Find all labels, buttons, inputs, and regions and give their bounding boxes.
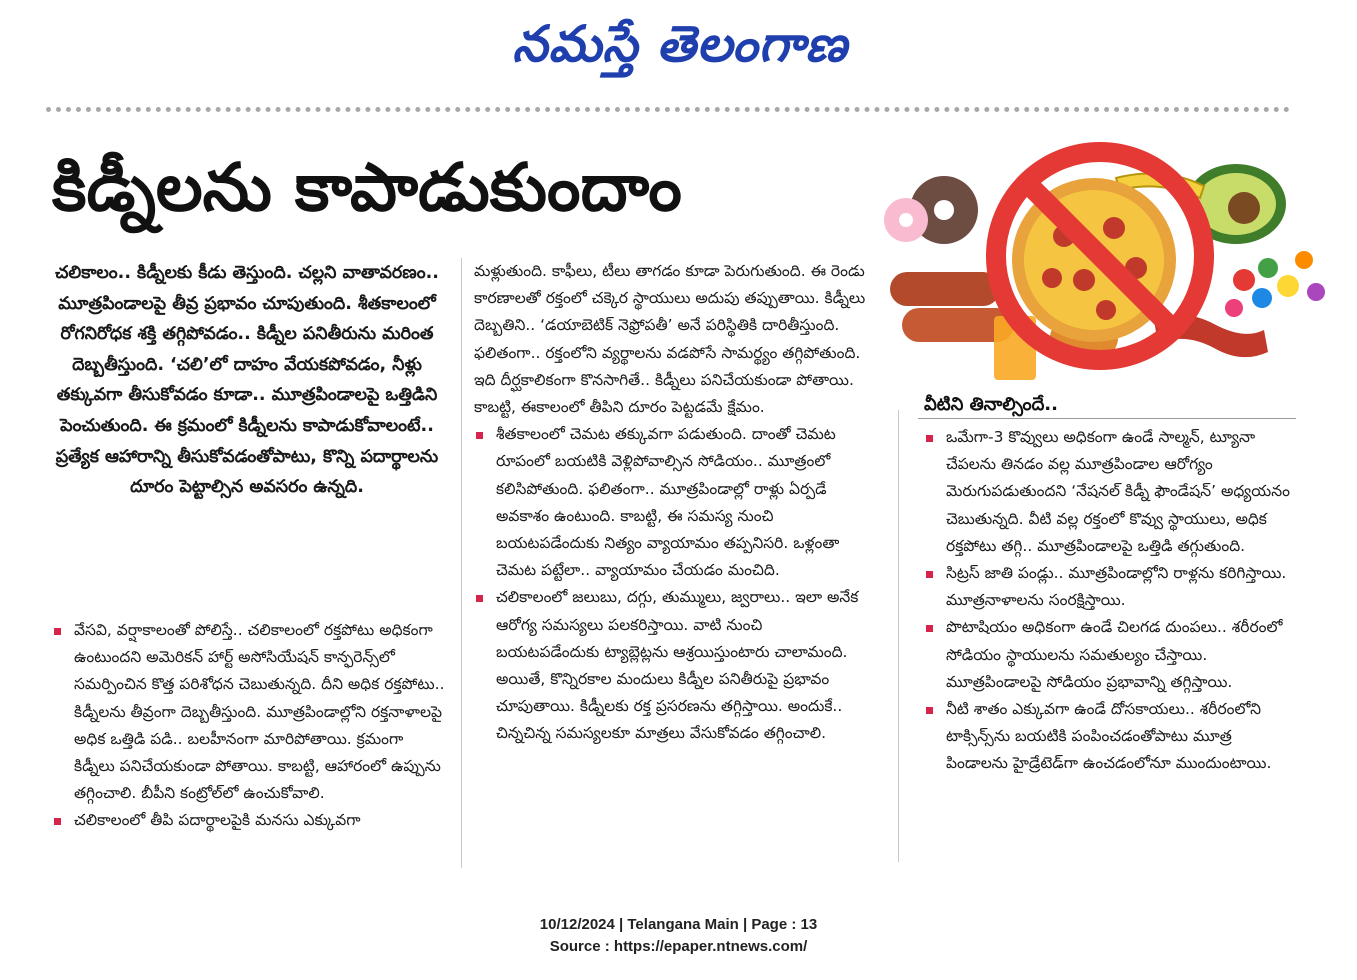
junk-food-prohibited-illustration	[884, 140, 1334, 388]
list-item: నీటి శాతం ఎక్కువగా ఉండే దోసకాయలు.. శరీరంలోని టాక్సిన్స్‌ను బయటికి పంపించడంతోపాటు మూత్ర పిండాలను హైడ్రేటెడ్‌గా ఉంచడంలోనూ ముందుంటాయి.	[924, 696, 1296, 778]
source-link[interactable]: Source : https://epaper.ntnews.com/	[549, 938, 808, 955]
list-item: శీతకాలంలో చెమట తక్కువగా పడుతుంది. దాంతో చెమట రూపంలో బయటికి వెళ్లిపోవాల్సిన సోడియం.. మూత్రంలో కలిసిపోతుంది. ఫలితంగా.. మూత్రపిండాల్లో రాళ్లు ఏర్పడే అవకాశం ఉంటుంది. కాబట్టి, ఈ సమస్య నుంచి బయటపడేందుకు నిత్యం వ్యాయామం తప్పనిసరి. ఒళ్లంతా చెమట పట్టేలా.. వ్యాయామం చేయడం మంచిది.	[474, 421, 869, 584]
list-item: ఒమేగా-3 కొవ్వులు అధికంగా ఉండే సాల్మన్, ట్యూనా చేపలను తినడం వల్ల మూత్రపిండాల ఆరోగ్యం మెరుగుపడుతుందని ‘నేషనల్ కిడ్నీ ఫౌండేషన్’ అధ్యయనం చెబుతున్నది. వీటి వల్ల రక్తంలో కొవ్వు స్థాయులు, అధిక రక్తపోటు తగ్గి.. మూత్రపిండాలపై ఒత్తిడి తగ్గుతుంది.	[924, 424, 1296, 560]
edition-info: 10/12/2024 | Telangana Main | Page : 13	[539, 916, 818, 933]
intro-paragraph: చలికాలం.. కిడ్నీలకు కీడు తెస్తుంది. చల్లని వాతావరణం.. మూత్రపిండాలపై తీవ్ర ప్రభావం చూపుతుంది. శీతకాలంలో రోగనిరోధక శక్తి తగ్గిపోవడం.. కిడ్నీల పనితీరును మరింత దెబ్బతీస్తుంది. ‘చలి’లో దాహం వేయకపోవడం, నీళ్లు తక్కువగా తీసుకోవడం కూడా.. మూత్రపిండాలపై ఒత్తిడిని పెంచుతుంది. ఈ క్రమంలో కిడ్నీలను కాపాడుకోవాలంటే.. ప్రత్యేక ఆహారాన్ని తీసుకోవడంతోపాటు, కొన్ని పదార్థాలను దూరం పెట్టాల్సిన అవసరం ఉన్నది.	[55, 263, 439, 498]
headline: కిడ్నీలను కాపాడుకుందాం	[52, 149, 682, 226]
sidebar-heading: వీటిని తినాల్సిందే..	[924, 394, 1058, 415]
column-2	[474, 258, 869, 748]
page-footer	[0, 914, 1357, 958]
list-item: పొటాషియం అధికంగా ఉండే చిలగడ దుంపలు.. శరీరంలో సోడియం స్థాయులను సమతుల్యం చేస్తాయి. మూత్రపిండాలపై సోడియం ప్రభావాన్ని తగ్గిస్తాయి.	[924, 614, 1296, 696]
column-rule	[898, 410, 899, 862]
list-item: చలికాలంలో జలుబు, దగ్గు, తుమ్ములు, జ్వరాలు.. ఇలా అనేక ఆరోగ్య సమస్యలు పలకరిస్తాయి. వాటి నుంచి బయటపడేందుకు ట్యాబ్లెట్లను ఆశ్రయిస్తుంటారు చాలామంది. అయితే, కొన్నిరకాల మందులు కిడ్నీల పనితీరుపై ప్రభావం చూపుతాయి. కిడ్నీలకు రక్త ప్రసరణను తగ్గిస్తాయి. అందుకే.. చిన్నచిన్న సమస్యలకూ మాత్రలు వేసుకోవడం తగ్గించాలి.	[474, 584, 869, 747]
dotted-divider	[46, 107, 1290, 112]
column-1-points	[52, 617, 447, 835]
list-item: చలికాలంలో తీపి పదార్థాలపైకి మనసు ఎక్కువగా	[52, 807, 447, 834]
continued-paragraph: మళ్లుతుంది. కాఫీలు, టీలు తాగడం కూడా పెరుగుతుంది. ఈ రెండు కారణాలతో రక్తంలో చక్కెర స్థాయులు అదుపు తప్పుతాయి. కిడ్నీలు దెబ్బతిని.. ‘డయాబెటిక్ నెఫ్రోపతీ’ అనే పరిస్థితికి దారితీస్తుంది. ఫలితంగా.. రక్తంలోని వ్యర్థాలను వడపోసే సామర్థ్యం తగ్గిపోతుంది. ఇది దీర్ఘకాలికంగా కొనసాగితే.. కిడ్నీలు పనిచేయకుండా పోతాయి. కాబట్టి, ఈకాలంలో తీపిని దూరం పెట్టడమే క్షేమం.	[474, 262, 866, 417]
donut-icon	[884, 176, 978, 244]
candy-icon	[1225, 251, 1325, 317]
column-rule	[461, 258, 462, 868]
sidebar-rule	[918, 418, 1296, 419]
list-item: సిట్రస్ జాతి పండ్లు.. మూత్రపిండాల్లోని రాళ్లను కరిగిస్తాయి. మూత్రనాళాలను సంరక్షిస్తాయి.	[924, 560, 1296, 614]
sidebar-points	[924, 424, 1296, 778]
masthead-logo: నమస్తే తెలంగాణ	[512, 14, 848, 73]
list-item: వేసవి, వర్షాకాలంతో పోలిస్తే.. చలికాలంలో రక్తపోటు అధికంగా ఉంటుందని అమెరికన్ హార్ట్ అసోసియేషన్ కాన్ఫరెన్స్‌లో సమర్పించిన కొత్త పరిశోధన చెబుతున్నది. దీని అధిక రక్తపోటు.. కిడ్నీలను తీవ్రంగా దెబ్బతీస్తుంది. మూత్రపిండాల్లోని రక్తనాళాలపై అధిక ఒత్తిడి పడి.. బలహీనంగా మారిపోతాయి. క్రమంగా కిడ్నీలు పనిచేయకుండా పోతాయి. కాబట్టి, ఆహారంలో ఉప్పును తగ్గించాలి. బీపీని కంట్రోల్‌లో ఉంచుకోవాలి.	[52, 617, 447, 807]
